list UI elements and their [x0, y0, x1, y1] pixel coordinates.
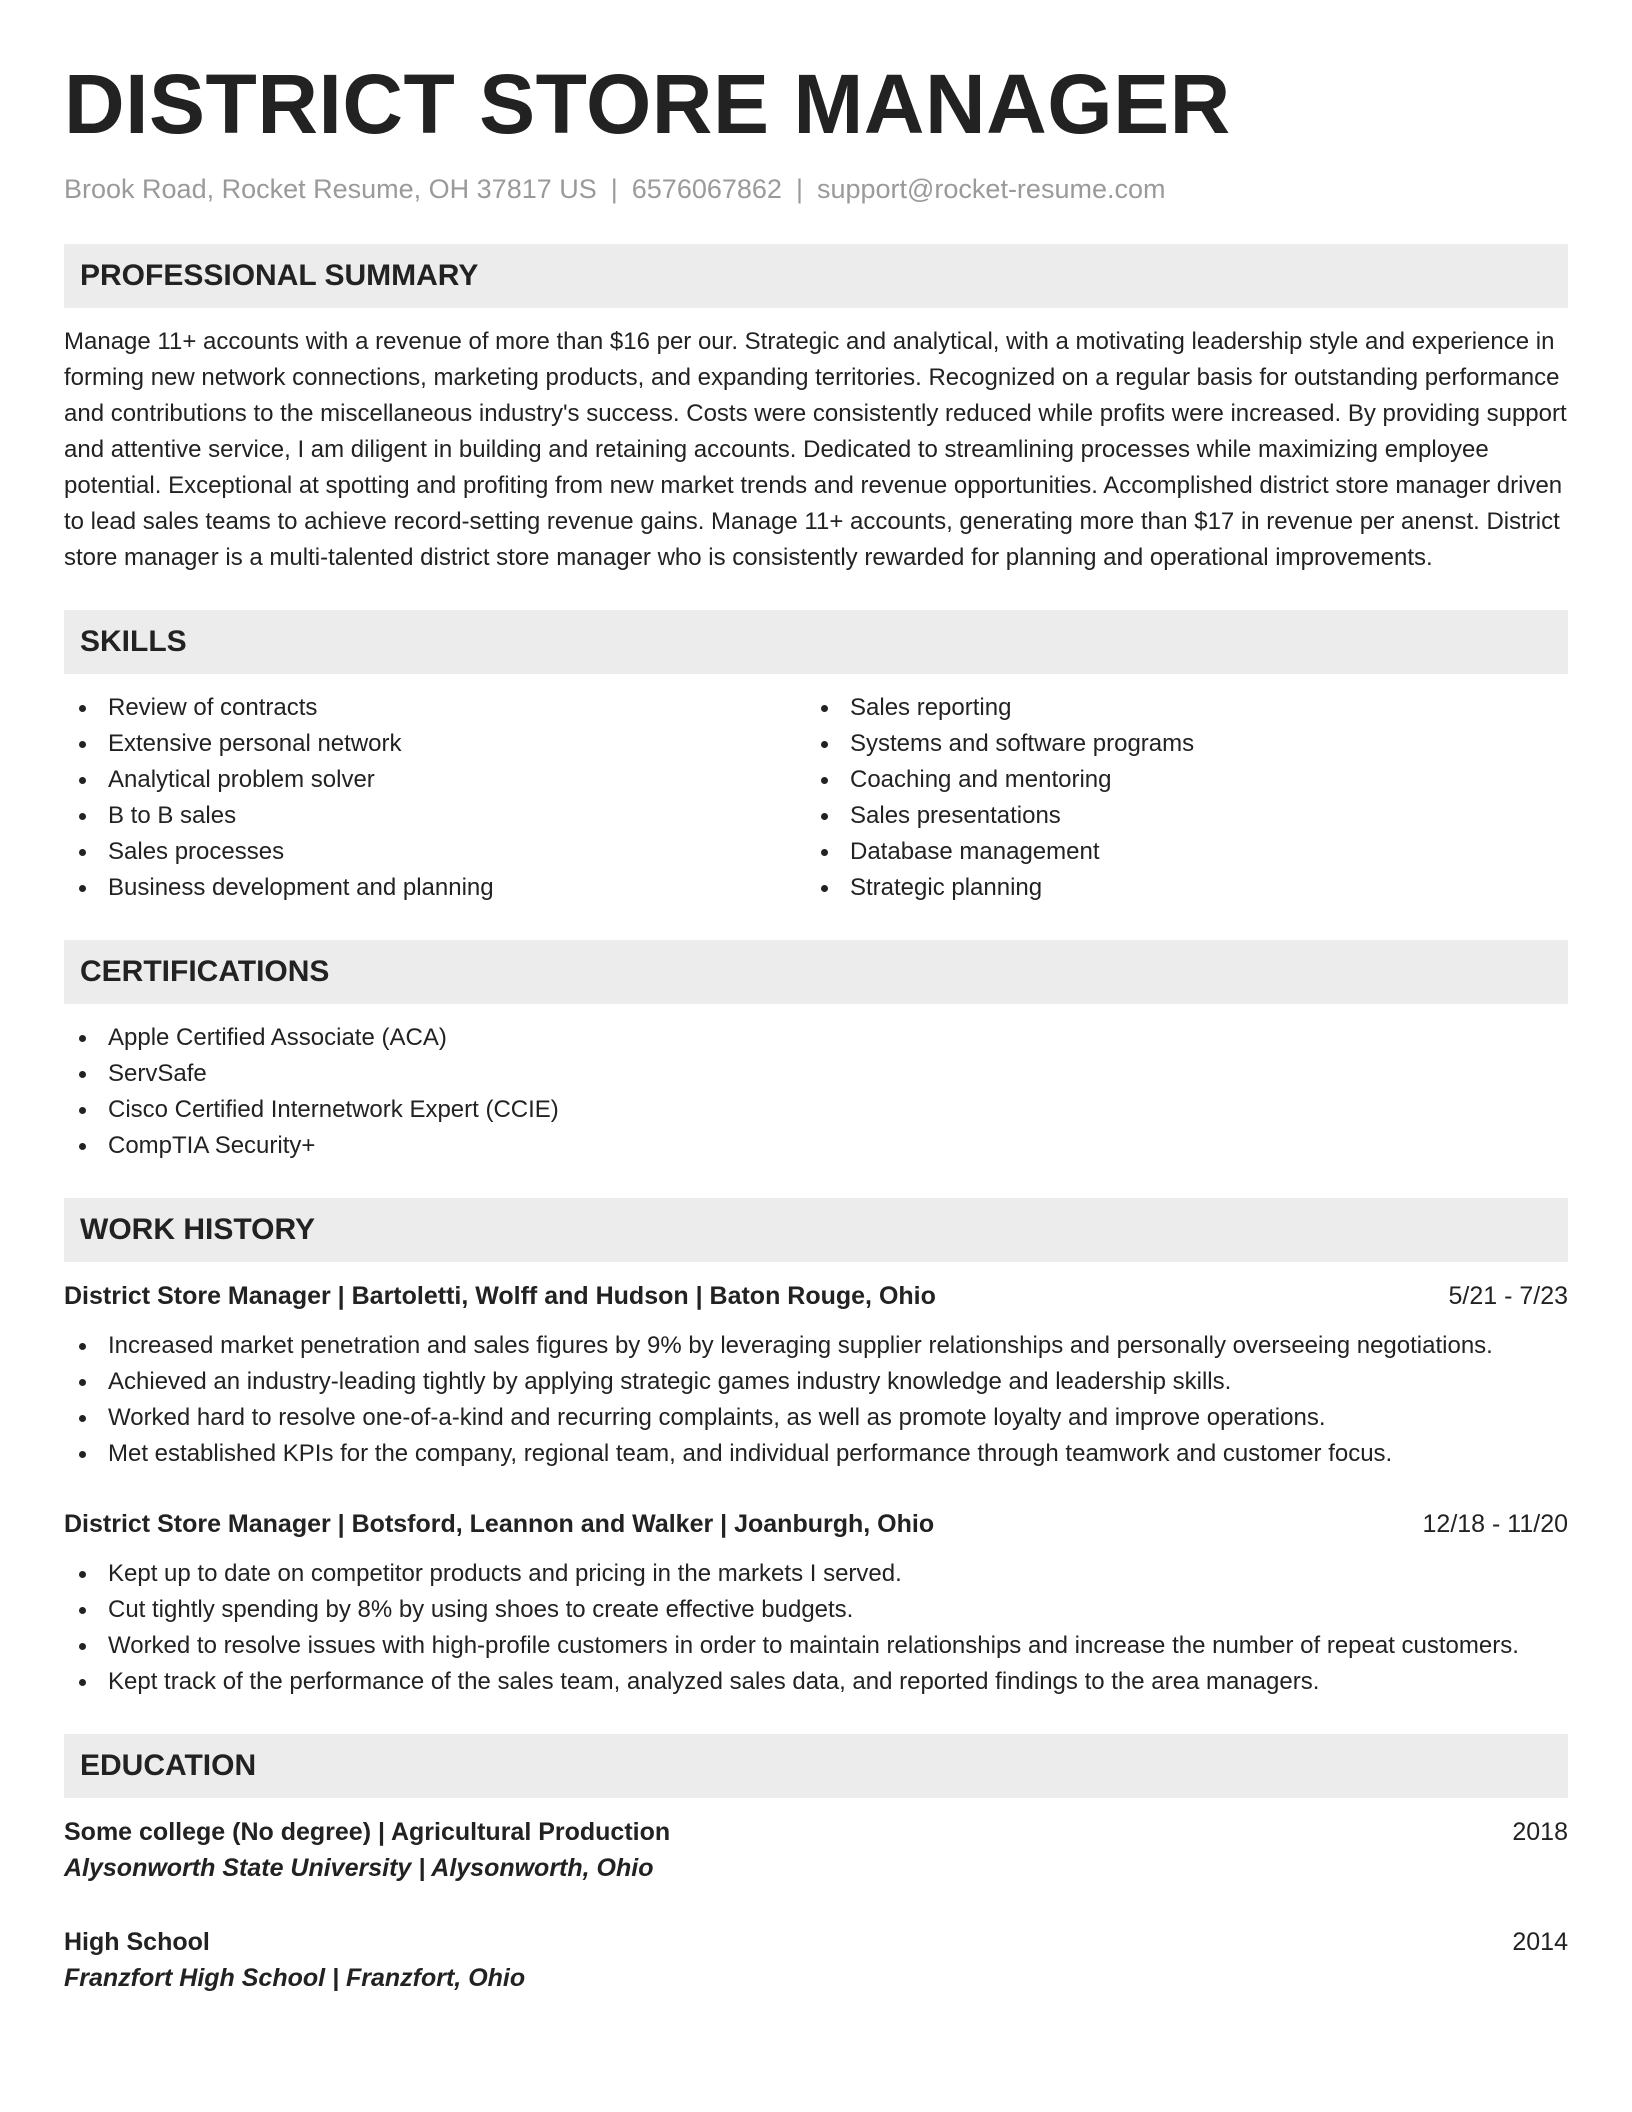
contact-address: Brook Road, Rocket Resume, OH 37817 US — [64, 174, 597, 204]
education-header — [64, 1814, 1568, 1850]
education-header — [64, 1924, 1568, 1960]
skill-item: Sales presentations — [806, 798, 1548, 834]
job-date: 5/21 - 7/23 — [1448, 1282, 1568, 1310]
section-heading-skills: SKILLS — [64, 610, 1568, 674]
skill-item: Sales reporting — [806, 690, 1548, 726]
skills-section — [64, 610, 1568, 906]
work-history-section — [64, 1198, 1568, 1700]
job-bullet: Met established KPIs for the company, regional team, and individual performance through teamwork and customer focus. — [64, 1436, 1568, 1472]
summary-text: Manage 11+ accounts with a revenue of more than $16 per our. Strategic and analytical, with a motivating leadership style and experience in forming new network connections, marketing products, and expanding territories. Recognized on a regular basis for outstanding performance and contributions to the miscellaneous industry's success. Costs were consistently reduced while profits were increased. By providing support and attentive service, I am diligent in building and retaining accounts. Dedicated to streamlining processes while maximizing employee potential. Exceptional at spotting and profiting from new market trends and revenue opportunities. Accomplished district store manager driven to lead sales teams to achieve record-setting revenue gains. Manage 11+ accounts, generating more than $17 in revenue per anenst. District store manager is a multi-talented district store manager who is consistently rewarded for planning and operational improvements. — [64, 328, 1567, 571]
contact-phone: 6576067862 — [631, 174, 782, 204]
skill-item: Systems and software programs — [806, 726, 1548, 762]
job-bullet: Worked to resolve issues with high-profile customers in order to maintain relationships and increase the number of repeat customers. — [64, 1628, 1568, 1664]
education-entry — [64, 1814, 1568, 1886]
job-bullet: Cut tightly spending by 8% by using shoes to create effective budgets. — [64, 1592, 1568, 1628]
summary-section — [64, 244, 1568, 576]
job-entry — [64, 1506, 1568, 1700]
page-title: DISTRICT STORE MANAGER — [64, 57, 1231, 151]
job-bullets — [64, 1328, 1568, 1472]
job-bullet: Increased market penetration and sales figures by 9% by leveraging supplier relationships and personally overseeing negotiations. — [64, 1328, 1568, 1364]
certification-item: ServSafe — [64, 1056, 1568, 1092]
job-bullet: Worked hard to resolve one-of-a-kind and recurring complaints, as well as promote loyalty and improve operations. — [64, 1400, 1568, 1436]
skill-item: Review of contracts — [64, 690, 806, 726]
skill-item: Analytical problem solver — [64, 762, 806, 798]
job-title: District Store Manager | Bartoletti, Wolff and Hudson | Baton Rouge, Ohio — [64, 1282, 936, 1310]
skill-item: Coaching and mentoring — [806, 762, 1548, 798]
job-title: District Store Manager | Botsford, Leannon and Walker | Joanburgh, Ohio — [64, 1510, 935, 1538]
job-bullet: Kept track of the performance of the sales team, analyzed sales data, and reported findings to the area managers. — [64, 1664, 1568, 1700]
certifications-list — [64, 1020, 1568, 1164]
certifications-section — [64, 940, 1568, 1164]
job-header — [64, 1278, 1568, 1314]
education-date: 2014 — [1512, 1928, 1568, 1956]
section-heading-education: EDUCATION — [64, 1734, 1568, 1798]
education-date: 2018 — [1512, 1818, 1568, 1846]
skills-column-left — [64, 690, 806, 906]
education-entry — [64, 1924, 1568, 1996]
job-bullet: Kept up to date on competitor products and pricing in the markets I served. — [64, 1556, 1568, 1592]
job-entry — [64, 1278, 1568, 1472]
certification-item: Apple Certified Associate (ACA) — [64, 1020, 1568, 1056]
contact-line — [64, 172, 1568, 206]
job-header — [64, 1506, 1568, 1542]
skill-item: Sales processes — [64, 834, 806, 870]
skill-item: Extensive personal network — [64, 726, 806, 762]
education-title: Some college (No degree) | Agricultural Production — [64, 1818, 671, 1846]
contact-separator: | — [795, 174, 803, 204]
section-heading-certifications: CERTIFICATIONS — [64, 940, 1568, 1004]
contact-separator: | — [610, 174, 618, 204]
skill-item: Database management — [806, 834, 1548, 870]
skills-grid — [64, 690, 1568, 906]
skill-item: B to B sales — [64, 798, 806, 834]
education-school: Alysonworth State University | Alysonworth, Ohio — [64, 1854, 654, 1882]
education-school: Franzfort High School | Franzfort, Ohio — [64, 1964, 526, 1992]
job-bullets — [64, 1556, 1568, 1700]
certification-item: Cisco Certified Internetwork Expert (CCIE) — [64, 1092, 1568, 1128]
education-section — [64, 1734, 1568, 1996]
skill-item: Business development and planning — [64, 870, 806, 906]
contact-email: support@rocket-resume.com — [816, 174, 1166, 204]
job-bullet: Achieved an industry-leading tightly by applying strategic games industry knowledge and leadership skills. — [64, 1364, 1568, 1400]
certification-item: CompTIA Security+ — [64, 1128, 1568, 1164]
job-date: 12/18 - 11/20 — [1422, 1510, 1568, 1538]
skills-column-right — [806, 690, 1548, 906]
skill-item: Strategic planning — [806, 870, 1548, 906]
education-title: High School — [64, 1928, 210, 1956]
section-heading-summary: PROFESSIONAL SUMMARY — [64, 244, 1568, 308]
section-heading-work-history: WORK HISTORY — [64, 1198, 1568, 1262]
